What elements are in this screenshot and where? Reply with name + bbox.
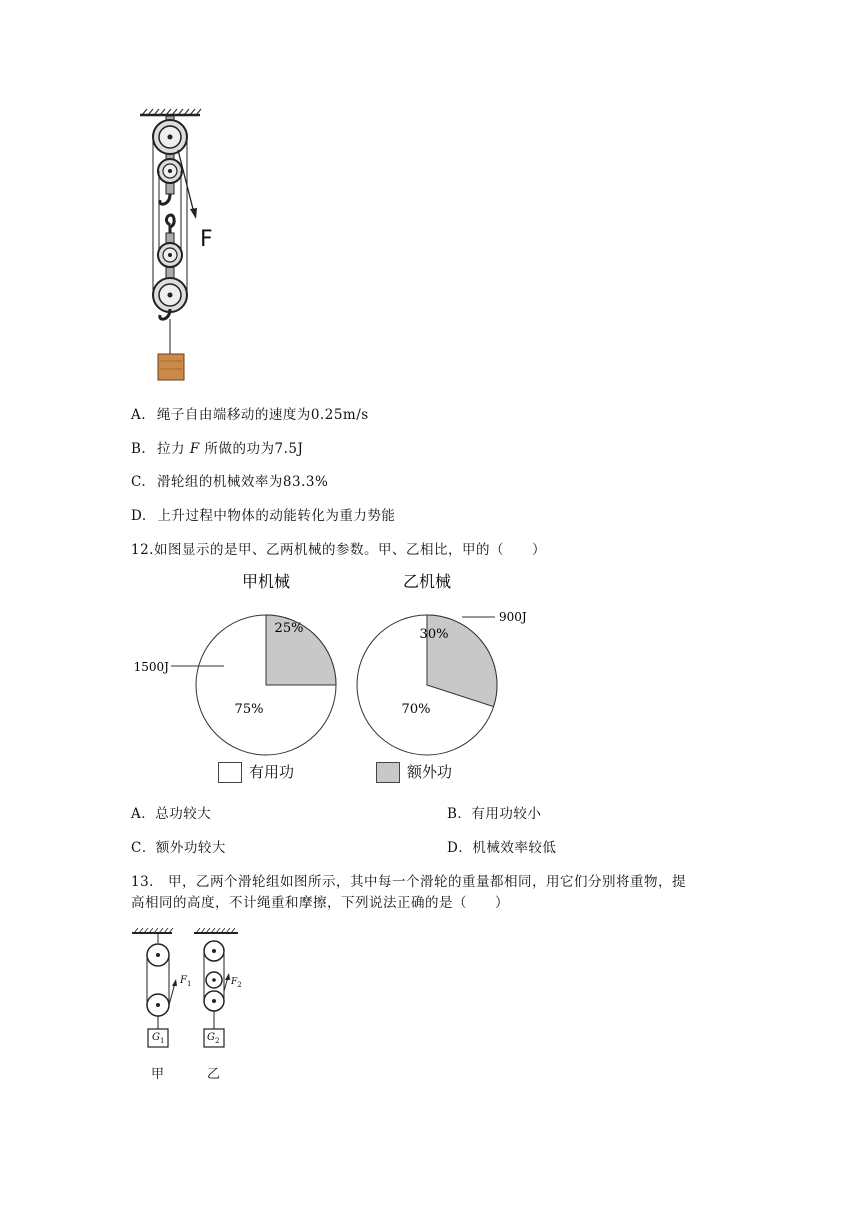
legend-label-extra: 额外功 bbox=[407, 763, 453, 781]
q11-force-label: F bbox=[200, 227, 213, 252]
option-text: 滑轮组的机械效率为83.3% bbox=[156, 474, 329, 490]
q13-weight-label-left bbox=[152, 1032, 164, 1045]
option-letter: B． bbox=[447, 806, 472, 822]
q11-pulley-figure bbox=[130, 105, 230, 385]
option-variable: F bbox=[189, 441, 200, 457]
pie-label-useful: 70% bbox=[401, 702, 431, 717]
pie-label-useful: 75% bbox=[234, 702, 264, 717]
q13-pulley-figure bbox=[128, 925, 248, 1085]
pie-title: 乙机械 bbox=[402, 572, 452, 591]
legend-label-useful: 有用功 bbox=[249, 763, 295, 781]
q11-option-a[interactable] bbox=[131, 403, 369, 423]
q12-option-c[interactable] bbox=[131, 836, 226, 856]
q13-caption-right: 乙 bbox=[207, 1067, 221, 1082]
weight-symbol: G bbox=[207, 1032, 215, 1043]
q13-force-label-right bbox=[231, 977, 242, 989]
option-letter: B. bbox=[131, 441, 147, 457]
weight-subscript: 2 bbox=[215, 1037, 220, 1045]
q12-stem: 12.如图显示的是甲、乙两机械的参数。甲、乙相比，甲的（ ） bbox=[131, 542, 546, 558]
legend-swatch-extra bbox=[376, 762, 400, 783]
q11-option-c[interactable] bbox=[131, 470, 328, 490]
q13-caption-left: 甲 bbox=[151, 1067, 165, 1082]
q12-option-d[interactable] bbox=[447, 836, 556, 856]
option-text: 总功较大 bbox=[155, 806, 212, 822]
option-text: 额外功较大 bbox=[155, 840, 226, 856]
q13-weight-label-right bbox=[207, 1032, 219, 1045]
option-text: 有用功较小 bbox=[471, 806, 542, 822]
pie-title: 甲机械 bbox=[241, 572, 291, 591]
option-letter: C. bbox=[131, 474, 147, 490]
option-letter: D． bbox=[447, 840, 473, 856]
option-text-post: 所做的功为7.5J bbox=[204, 441, 304, 457]
pie-label-extra: 30% bbox=[419, 627, 449, 642]
force-symbol: F bbox=[180, 975, 187, 986]
option-letter: A． bbox=[131, 806, 156, 822]
pie-label-extra: 25% bbox=[274, 621, 304, 636]
option-letter: D. bbox=[131, 508, 147, 524]
option-text: 绳子自由端移动的速度为0.25m/s bbox=[156, 407, 369, 423]
option-text-pre: 拉力 bbox=[157, 441, 186, 457]
q11-option-b[interactable] bbox=[131, 437, 303, 457]
q12-option-b[interactable] bbox=[447, 802, 541, 822]
weight-subscript: 1 bbox=[160, 1037, 165, 1045]
q13-stem-line2: 高相同的高度，不计绳重和摩擦，下列说法正确的是（ ） bbox=[131, 895, 509, 911]
q13-stem-line1: 13. 甲，乙两个滑轮组如图所示，其中每一个滑轮的重量都相同，用它们分别将重物，提 bbox=[131, 874, 686, 890]
force-subscript: 1 bbox=[186, 980, 192, 988]
option-text: 上升过程中物体的动能转化为重力势能 bbox=[157, 508, 396, 524]
q13-force-label-left bbox=[180, 975, 191, 988]
option-text: 机械效率较低 bbox=[472, 840, 557, 856]
pie-annotation: 900J bbox=[499, 610, 527, 624]
force-symbol: F bbox=[231, 977, 238, 987]
weight-symbol: G bbox=[152, 1032, 160, 1043]
q12-option-a[interactable] bbox=[131, 802, 211, 822]
force-subscript: 2 bbox=[237, 980, 242, 989]
pie-annotation: 1500J bbox=[133, 660, 169, 674]
q12-pie-charts bbox=[120, 565, 550, 795]
q11-option-d[interactable] bbox=[131, 504, 395, 524]
option-letter: C． bbox=[131, 840, 156, 856]
option-letter: A. bbox=[131, 407, 147, 423]
legend-swatch-useful bbox=[218, 762, 242, 783]
